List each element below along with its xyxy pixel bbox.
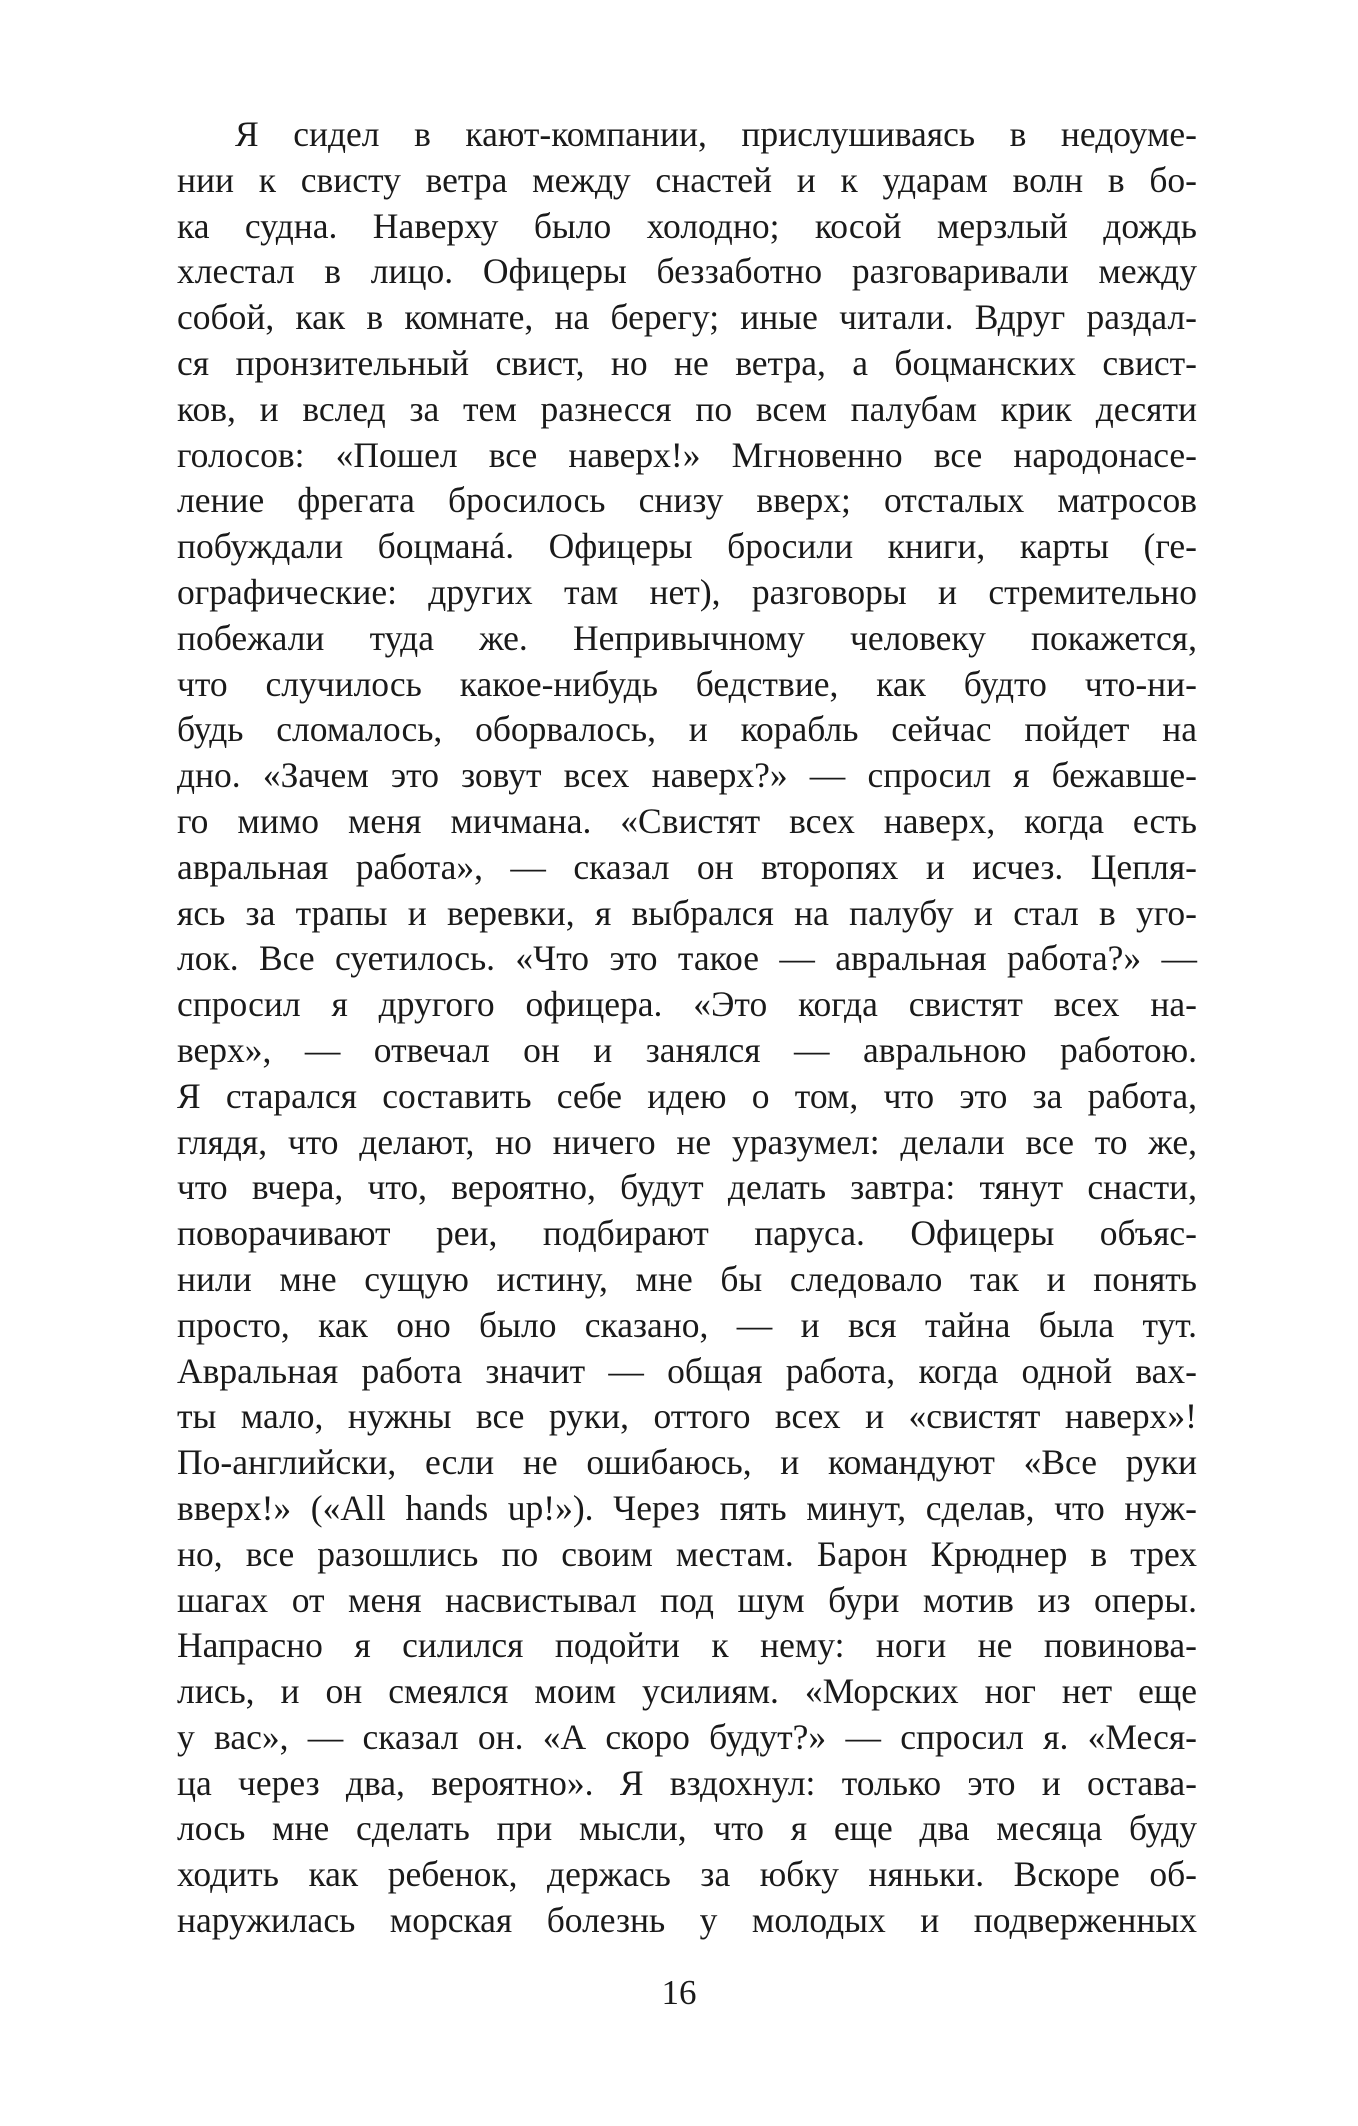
text-line: у вас», — сказал он. «А скоро будут?» — спросил я. «Меся- [177,1716,1197,1757]
text-line: ографические: других там нет), разговоры и стремительно [177,571,1197,612]
text-line: Я сидел в кают-компании, прислушиваясь в недоуме- [235,114,1197,154]
text-line: верх», — отвечал он и занялся — авральною работою. [177,1029,1197,1070]
text-line: что вчера, что, вероятно, будут делать завтра: тянут снасти, [177,1167,1197,1208]
text-line: глядя, что делают, но ничего не уразумел: делали все то же, [177,1121,1197,1162]
text-line: шагах от меня насвистывал под шум бури мотив из оперы. [177,1579,1197,1620]
text-line: ся пронзительный свист, но не ветра, а боцманских свист- [177,342,1197,383]
text-line: хлестал в лицо. Офицеры беззаботно разговаривали между [177,251,1197,292]
text-line: Авральная работа значит — общая работа, когда одной вах- [177,1350,1197,1391]
text-line: ца через два, вероятно». Я вздохнул: только это и остава- [177,1762,1197,1803]
text-line: ясь за трапы и веревки, я выбрался на палубу и стал в уго- [177,892,1197,933]
text-line: что случилось какое-нибудь бедствие, как будто что-ни- [177,663,1197,704]
text-line: ка судна. Наверху было холодно; косой мерзлый дождь [177,205,1197,246]
text-line: лок. Все суетилось. «Что это такое — авральная работа?» — [177,938,1197,979]
text-line: По-английски, если не ошибаюсь, и командуют «Все руки [177,1442,1197,1483]
text-line: ков, и вслед за тем разнесся по всем палубам крик десяти [177,388,1197,429]
text-line: лось мне сделать при мысли, что я еще два месяца буду [177,1808,1197,1849]
text-line: побуждали боцманá. Офицеры бросили книги, карты (ге- [177,526,1197,567]
text-line: ты мало, нужны все руки, оттого всех и «свистят наверх»! [177,1396,1197,1437]
text-line: просто, как оно было сказано, — и вся тайна была тут. [177,1304,1197,1345]
text-line: Я старался составить себе идею о том, что это за работа, [177,1075,1197,1116]
text-line: спросил я другого офицера. «Это когда свистят всех на- [177,984,1197,1025]
text-line: нии к свисту ветра между снастей и к ударам волн в бо- [177,159,1197,200]
text-line: нили мне сущую истину, мне бы следовало так и понять [177,1258,1197,1299]
page-number: 16 [661,1973,697,2012]
text-line: будь сломалось, оборвалось, и корабль сейчас пойдет на [177,709,1197,750]
text-line: ление фрегата бросилось снизу вверх; отсталых матросов [177,480,1197,521]
text-line: поворачивают реи, подбирают паруса. Офицеры объяс- [177,1213,1197,1254]
text-line: собой, как в комнате, на берегу; иные читали. Вдруг раздал- [177,297,1197,338]
text-line: лись, и он смеялся моим усилиям. «Морских ног нет еще [177,1671,1197,1712]
text-line: дно. «Зачем это зовут всех наверх?» — спросил я бежавше- [177,755,1197,796]
text-line: Напрасно я силился подойти к нему: ноги не повинова- [177,1625,1197,1666]
text-line: го мимо меня мичмана. «Свистят всех наверх, когда есть [177,800,1197,841]
text-line: голосов: «Пошел все наверх!» Мгновенно все народонасе- [177,434,1197,475]
text-line: наружилась морская болезнь у молодых и подверженных [177,1900,1197,1941]
text-line: ходить как ребенок, держась за юбку няньки. Вскоре об- [177,1854,1197,1895]
text-line: авральная работа», — сказал он второпях и исчез. Цепля- [177,846,1197,887]
text-line: побежали туда же. Непривычному человеку покажется, [177,617,1197,658]
text-line: но, все разошлись по своим местам. Барон Крюднер в трех [177,1533,1197,1574]
text-line: вверх!» («All hands up!»). Через пять минут, сделав, что нуж- [177,1487,1197,1528]
body-text [177,112,1197,1944]
